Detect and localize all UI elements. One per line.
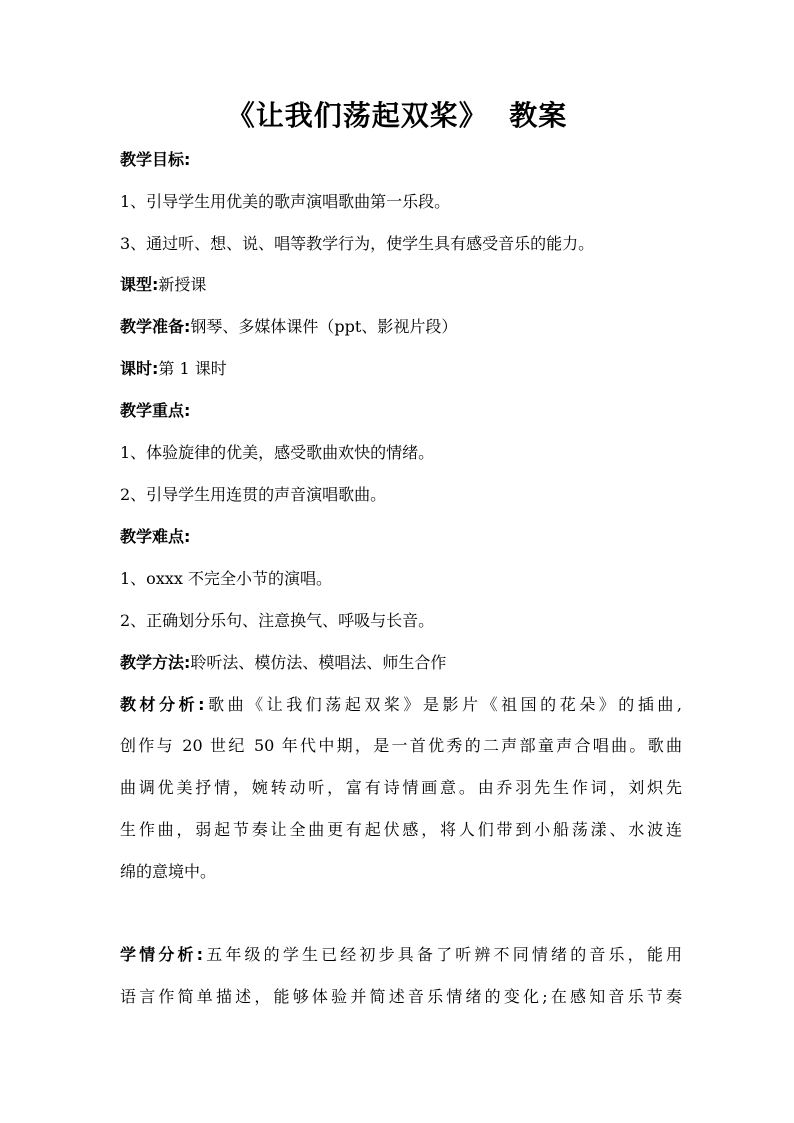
lesson-type-line	[120, 273, 206, 297]
objectives-heading: 教学目标:	[120, 150, 191, 169]
preparation-line	[120, 315, 457, 339]
material-analysis-line-3: 曲调优美抒情，婉转动听，富有诗情画意。由乔羽先生作词，刘炽先	[120, 778, 682, 797]
student-analysis-line-1	[120, 943, 682, 967]
methods-value: 聆听法、模仿法、模唱法、师生合作	[190, 653, 447, 672]
objective-item-2: 3、通过听、想、说、唱等教学行为，使学生具有感受音乐的能力。	[120, 234, 595, 253]
difficulties-heading: 教学难点:	[120, 527, 191, 546]
page-title: 《让我们荡起双桨》 教案	[226, 99, 568, 132]
material-analysis-text-1: 歌曲《让我们荡起双桨》是影片《祖国的花朵》的插曲,	[204, 695, 682, 714]
student-analysis-text-1: 五年级的学生已经初步具备了听辨不同情绪的音乐，能用	[203, 945, 682, 964]
period-value: 第 1 课时	[158, 359, 227, 378]
preparation-label: 教学准备:	[120, 317, 191, 336]
material-analysis-label: 教材分析:	[120, 695, 205, 714]
objective-item-1: 1、引导学生用优美的歌声演唱歌曲第一乐段。	[120, 192, 451, 211]
key-points-label-line	[120, 399, 190, 423]
key-point-item-2: 2、引导学生用连贯的声音演唱歌曲。	[120, 485, 387, 504]
difficulty-item-2: 2、正确划分乐句、注意换气、呼吸与长音。	[120, 611, 435, 630]
lesson-type-label: 课型:	[120, 275, 159, 294]
material-analysis-line-5: 绵的意境中。	[120, 862, 217, 881]
preparation-value: 钢琴、多媒体课件（ppt、影视片段）	[190, 317, 458, 336]
difficulty-item-1: 1、oxxx 不完全小节的演唱。	[120, 569, 332, 588]
period-label: 课时:	[120, 359, 159, 378]
student-analysis-label: 学情分析:	[120, 945, 204, 964]
difficulties-label-line	[120, 525, 190, 549]
student-analysis-line-2: 语言作简单描述，能够体验并简述音乐情绪的变化;在感知音乐节奏	[120, 987, 682, 1006]
methods-label: 教学方法:	[120, 653, 191, 672]
material-analysis-line-1	[120, 693, 682, 717]
period-line	[120, 357, 227, 381]
key-points-heading: 教学重点:	[120, 401, 191, 420]
objectives-label	[120, 148, 190, 172]
key-point-item-1: 1、体验旋律的优美，感受歌曲欢快的情绪。	[120, 443, 435, 462]
methods-line	[120, 651, 446, 675]
lesson-type-value: 新授课	[158, 275, 207, 294]
material-analysis-line-2: 创作与 20 世纪 50 年代中期，是一首优秀的二声部童声合唱曲。歌曲	[120, 736, 682, 755]
material-analysis-line-4: 生作曲，弱起节奏让全曲更有起伏感，将人们带到小船荡漾、水波连	[120, 820, 682, 839]
